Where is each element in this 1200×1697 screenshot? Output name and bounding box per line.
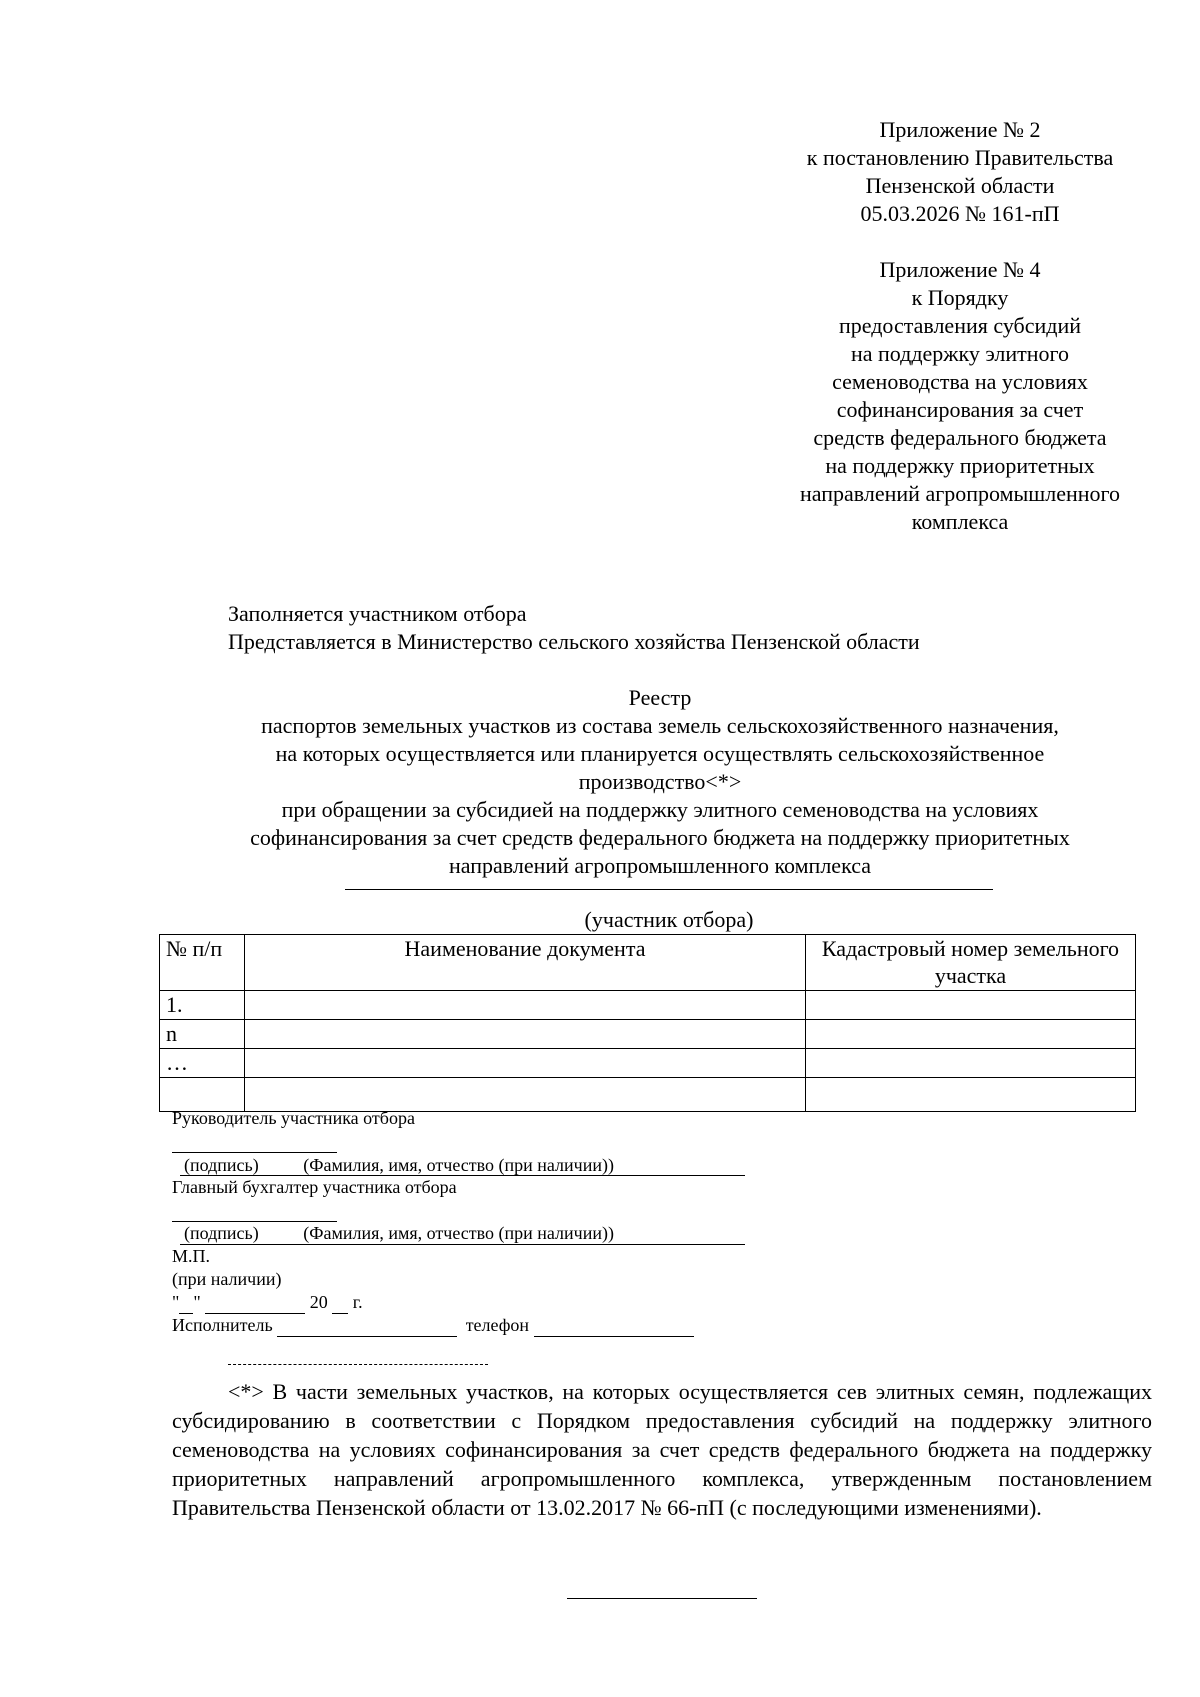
accountant-captions xyxy=(172,1222,912,1244)
phone-label: телефон xyxy=(465,1315,530,1335)
appendix-4-line: к Порядку xyxy=(911,285,1009,310)
head-label: Руководитель участника отбора xyxy=(172,1108,415,1128)
title-line: паспортов земельных участков из состава земель сельскохозяйственного назначения, xyxy=(261,713,1059,738)
header-cadastral-number: Кадастровый номер земельного участка xyxy=(806,935,1136,991)
appendix-4-line: семеноводства на условиях xyxy=(832,369,1088,394)
head-captions xyxy=(172,1154,912,1176)
accountant-label: Главный бухгалтер участника отбора xyxy=(172,1177,457,1197)
stamp-label: М.П. xyxy=(172,1246,211,1266)
cell-document-name xyxy=(245,1049,806,1078)
title-line: направлений агропромышленного комплекса xyxy=(448,853,872,878)
appendix-4-line: комплекса xyxy=(911,509,1009,534)
name-caption: (Фамилия, имя, отчество (при наличии)) xyxy=(303,1223,614,1243)
table-row xyxy=(160,1049,1136,1078)
executor-line xyxy=(172,1314,912,1337)
cell-document-name xyxy=(245,991,806,1020)
appendix-4-line: софинансирования за счет xyxy=(836,397,1084,422)
footnote-separator xyxy=(228,1364,488,1365)
participant-caption: (участник отбора) xyxy=(584,907,754,932)
participant-name-line xyxy=(345,889,993,890)
cell-cadastral-number xyxy=(806,1078,1136,1112)
filled-by-note: Заполняется участником отбора xyxy=(228,601,527,626)
appendix-2-line: к постановлению Правительства xyxy=(806,145,1114,170)
header-document-name: Наименование документа xyxy=(245,935,806,991)
executor-blank xyxy=(277,1314,457,1337)
appendix-4-line: предоставления субсидий xyxy=(838,313,1082,338)
document-end-line xyxy=(567,1598,757,1599)
stamp-note: (при наличии) xyxy=(172,1269,282,1289)
month-blank xyxy=(205,1291,305,1314)
registry-title xyxy=(160,684,1160,880)
appendix-2-header xyxy=(700,116,1200,228)
footnote: <*> В части земельных участков, на которых осуществляется сев элитных семян, подлежащих субсидированию в соответствии с Порядком предоставления субсидий на поддержку элитного семеноводства на условиях софинансирования за счет средств федерального бюджета на поддержку приоритетных направлений агропромышленного комплекса, утвержденным постановлением Правительства Пензенской области от 13.02.2017 № 66-пП (с последующими изменениями). xyxy=(172,1379,1152,1520)
cell-number: n xyxy=(160,1020,245,1049)
cell-cadastral-number xyxy=(806,991,1136,1020)
executor-label: Исполнитель xyxy=(172,1315,273,1335)
title-line: Реестр xyxy=(628,685,692,710)
appendix-4-line: на поддержку элитного xyxy=(850,341,1070,366)
submitted-to-note: Представляется в Министерство сельского хозяйства Пензенской области xyxy=(228,629,920,654)
title-line: софинансирования за счет средств федерального бюджета на поддержку приоритетных xyxy=(250,825,1070,850)
title-line: производство<*> xyxy=(578,769,742,794)
phone-blank xyxy=(534,1314,694,1337)
appendix-2-line: Приложение № 2 xyxy=(879,117,1041,142)
year-blank xyxy=(332,1291,348,1314)
cell-cadastral-number xyxy=(806,1020,1136,1049)
table-header-row xyxy=(160,935,1136,991)
head-signature-blank xyxy=(172,1130,337,1153)
sign-caption: (подпись) xyxy=(184,1223,259,1243)
date-quote-close: " xyxy=(193,1292,201,1312)
title-line: при обращении за субсидией на поддержку элитного семеноводства на условиях xyxy=(281,797,1039,822)
appendix-4-line: Приложение № 4 xyxy=(879,257,1041,282)
cell-number: … xyxy=(160,1049,245,1078)
cell-cadastral-number xyxy=(806,1049,1136,1078)
table-row xyxy=(160,1020,1136,1049)
date-suffix: г. xyxy=(352,1292,363,1312)
cell-number: 1. xyxy=(160,991,245,1020)
date-line xyxy=(172,1291,912,1314)
header-number: № п/п xyxy=(160,935,245,991)
table-row xyxy=(160,991,1136,1020)
name-caption: (Фамилия, имя, отчество (при наличии)) xyxy=(303,1155,614,1175)
appendix-2-line: Пензенской области xyxy=(865,173,1055,198)
appendix-4-header xyxy=(700,256,1200,536)
day-blank xyxy=(179,1291,193,1314)
registry-table xyxy=(159,934,1136,1112)
appendix-4-line: на поддержку приоритетных xyxy=(825,453,1095,478)
appendix-4-line: средств федерального бюджета xyxy=(813,425,1107,450)
submission-notes xyxy=(228,600,920,656)
cell-document-name xyxy=(245,1020,806,1049)
appendix-4-line: направлений агропромышленного xyxy=(800,481,1120,506)
date-year: 20 xyxy=(309,1292,328,1312)
title-line: на которых осуществляется или планируется осуществлять сельскохозяйственное xyxy=(275,741,1045,766)
sign-caption: (подпись) xyxy=(184,1155,259,1175)
accountant-signature-blank xyxy=(172,1199,337,1222)
appendix-2-line: 05.03.2026 № 161-пП xyxy=(860,201,1060,226)
date-quote-open: " xyxy=(172,1292,180,1312)
